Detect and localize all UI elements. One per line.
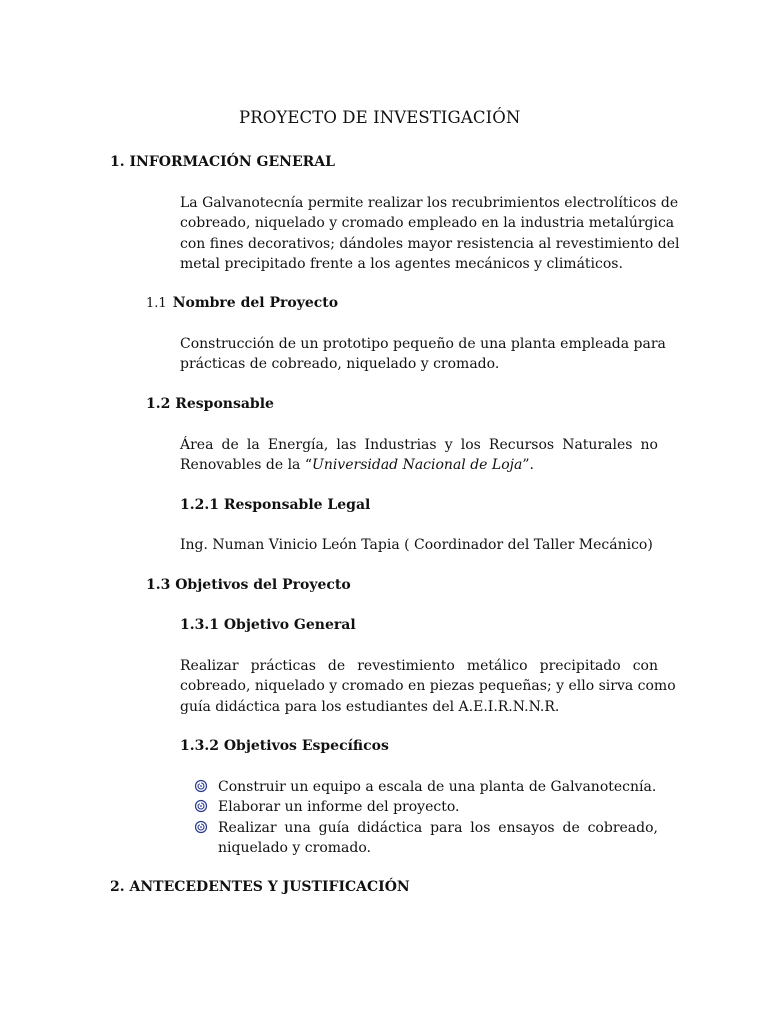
subsection-1-3-2-heading: 1.3.2 Objetivos Específicos: [180, 738, 389, 754]
project-name-line: prácticas de cobreado, niquelado y cromado.: [180, 356, 500, 373]
responsible-line-prefix: Renovables de la “: [180, 457, 313, 474]
intro-line: con fines decorativos; dándoles mayor resistencia al revestimiento del: [180, 235, 680, 252]
list-item-continuation: niquelado y cromado.: [218, 840, 371, 857]
project-name-paragraph: [180, 334, 666, 375]
subsection-1-2-heading: 1.2 Responsable: [146, 396, 274, 412]
list-item-text: Elaborar un informe del proyecto.: [218, 799, 460, 816]
subsection-1-1-heading: [146, 295, 338, 311]
responsible-line: [180, 455, 658, 475]
project-name-line: Construcción de un prototipo pequeño de una planta empleada para: [180, 336, 666, 352]
list-item-text: Construir un equipo a escala de una planta de Galvanotecnía.: [218, 779, 657, 795]
subsection-number: 1.1: [146, 296, 167, 311]
spiral-bullet-icon: [194, 818, 218, 838]
document-title: PROYECTO DE INVESTIGACIÓN: [239, 108, 521, 127]
subsection-1-3-heading: 1.3 Objetivos del Proyecto: [146, 577, 351, 593]
intro-line: cobreado, niquelado y cromado empleado en la industria metalúrgica: [180, 215, 675, 232]
general-objective-line: guía didáctica para los estudiantes del A.E.I.R.N.N.R.: [180, 698, 560, 715]
section-2-heading: 2. ANTECEDENTES Y JUSTIFICACIÓN: [110, 879, 410, 895]
legal-responsible-text: Ing. Numan Vinicio León Tapia ( Coordinador del Taller Mecánico): [180, 537, 653, 553]
intro-line: La Galvanotecnía permite realizar los recubrimientos electrolíticos de: [180, 195, 679, 211]
intro-paragraph: [180, 193, 680, 274]
list-item: [194, 818, 658, 838]
responsible-paragraph: [180, 435, 658, 476]
general-objective-line: Realizar prácticas de revestimiento metálico precipitado con: [180, 658, 658, 674]
subsection-1-3-1-heading: 1.3.1 Objetivo General: [180, 617, 356, 633]
section-1-heading: 1. INFORMACIÓN GENERAL: [110, 154, 335, 170]
general-objective-paragraph: [180, 656, 676, 717]
specific-objectives-list: [194, 777, 658, 859]
intro-line: metal precipitado frente a los agentes mecánicos y climáticos.: [180, 255, 623, 272]
list-item-text: Realizar una guía didáctica para los ensayos de cobreado,: [218, 819, 658, 836]
list-item: [194, 777, 658, 797]
responsible-line: Área de la Energía, las Industrias y los Recursos Naturales no: [180, 437, 658, 453]
list-item: [194, 797, 658, 817]
spiral-bullet-icon: [194, 777, 218, 797]
subsection-label: Nombre del Proyecto: [172, 295, 339, 311]
responsible-line-suffix: ”.: [522, 457, 534, 474]
general-objective-line: cobreado, niquelado y cromado en piezas pequeñas; y ello sirva como: [180, 678, 676, 695]
university-name: Universidad Nacional de Loja: [312, 457, 523, 474]
spiral-bullet-icon: [194, 797, 218, 817]
subsection-1-2-1-heading: 1.2.1 Responsable Legal: [180, 497, 371, 513]
